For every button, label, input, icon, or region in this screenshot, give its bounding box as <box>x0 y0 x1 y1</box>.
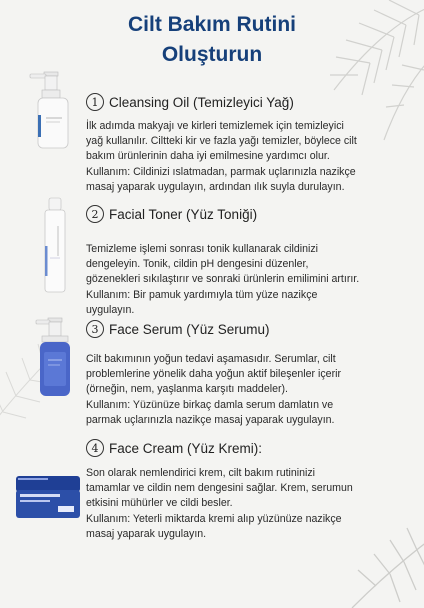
text-line: uygulayın. <box>86 303 135 316</box>
text-line: Temizleme işlemi sonrası tonik kullanarak cildinizi <box>86 243 318 255</box>
text-line: problemlerine yönelik daha yoğun aktif bileşenler içerir <box>86 368 341 381</box>
step-number-badge: 3 <box>86 320 104 338</box>
text-line: (örneğin, nem, yaşlanma karşıtı maddeler). <box>86 383 288 396</box>
step-title: Facial Toner (Yüz Toniği) <box>109 206 258 222</box>
title-line-1: Cilt Bakım Rutini <box>127 13 296 36</box>
step-title: Face Cream (Yüz Kremi): <box>109 440 263 456</box>
text-line: İlk adımda makyajı ve kirleri temizlemek için temizleyici <box>86 120 344 132</box>
text-line: Kullanım: Bir pamuk yardımıyla tüm yüze nazikçe <box>86 288 318 301</box>
text-line: bakım ürünlerinin daha iyi emilmesine yardımcı olur. <box>86 150 330 163</box>
step-2-heading <box>86 205 257 223</box>
text-line: gözenekleri sıkılaştırır ve sonraki ürünlerin emilimini artırır. <box>86 273 360 286</box>
text-line: Kullanım: Yeterli miktarda kremi alıp yüzünüze nazikçe <box>86 512 342 525</box>
text-line: Kullanım: Cildinizi ıslatmadan, parmak uçlarınızla nazikçe <box>86 165 356 178</box>
cleansing-oil-bottle-image <box>26 70 80 152</box>
step-number-badge: 2 <box>86 205 104 223</box>
step-1-heading <box>86 93 294 111</box>
step-1-description <box>86 119 416 195</box>
step-title: Face Serum (Yüz Serumu) <box>109 321 270 337</box>
text-line: masaj yaparak uygulayın. <box>86 527 207 540</box>
step-2-description <box>86 242 416 318</box>
text-line: tamamlar ve cildin nem dengesini sağlar. Krem, serumun <box>86 482 353 495</box>
facial-toner-bottle-image <box>40 196 70 296</box>
step-4-heading <box>86 439 262 457</box>
text-line: masaj yaparak uygulayın, ardından ılık suyla durulayın. <box>86 180 345 193</box>
text-line: etkisini mühürler ve cildi besler. <box>86 497 233 510</box>
text-line: Kullanım: Yüzünüze birkaç damla serum damlatın ve <box>86 398 334 411</box>
text-line: dengeleyin. Tonik, cildin pH dengesini düzenler, <box>86 258 309 271</box>
page-title <box>0 10 424 70</box>
text-line: parmak uçlarınızla nazikçe masaj yaparak uygulayın. <box>86 413 335 426</box>
step-3-description <box>86 352 416 428</box>
step-number-badge: 4 <box>86 439 104 457</box>
face-serum-bottle-image <box>28 316 78 400</box>
step-4-description <box>86 466 416 542</box>
face-cream-jar-image <box>14 472 82 522</box>
text-line: Cilt bakımının yoğun tedavi aşamasıdır. Serumlar, cilt <box>86 353 336 365</box>
step-title: Cleansing Oil (Temizleyici Yağ) <box>109 94 294 110</box>
text-line: Son olarak nemlendirici krem, cilt bakım rutininizi <box>86 467 316 479</box>
title-line-2: Oluşturun <box>161 43 263 66</box>
step-number-badge: 1 <box>86 93 104 111</box>
text-line: yağ kullanılır. Ciltteki kir ve fazla yağı temizler, böylece cilt <box>86 135 357 148</box>
step-3-heading <box>86 320 270 338</box>
